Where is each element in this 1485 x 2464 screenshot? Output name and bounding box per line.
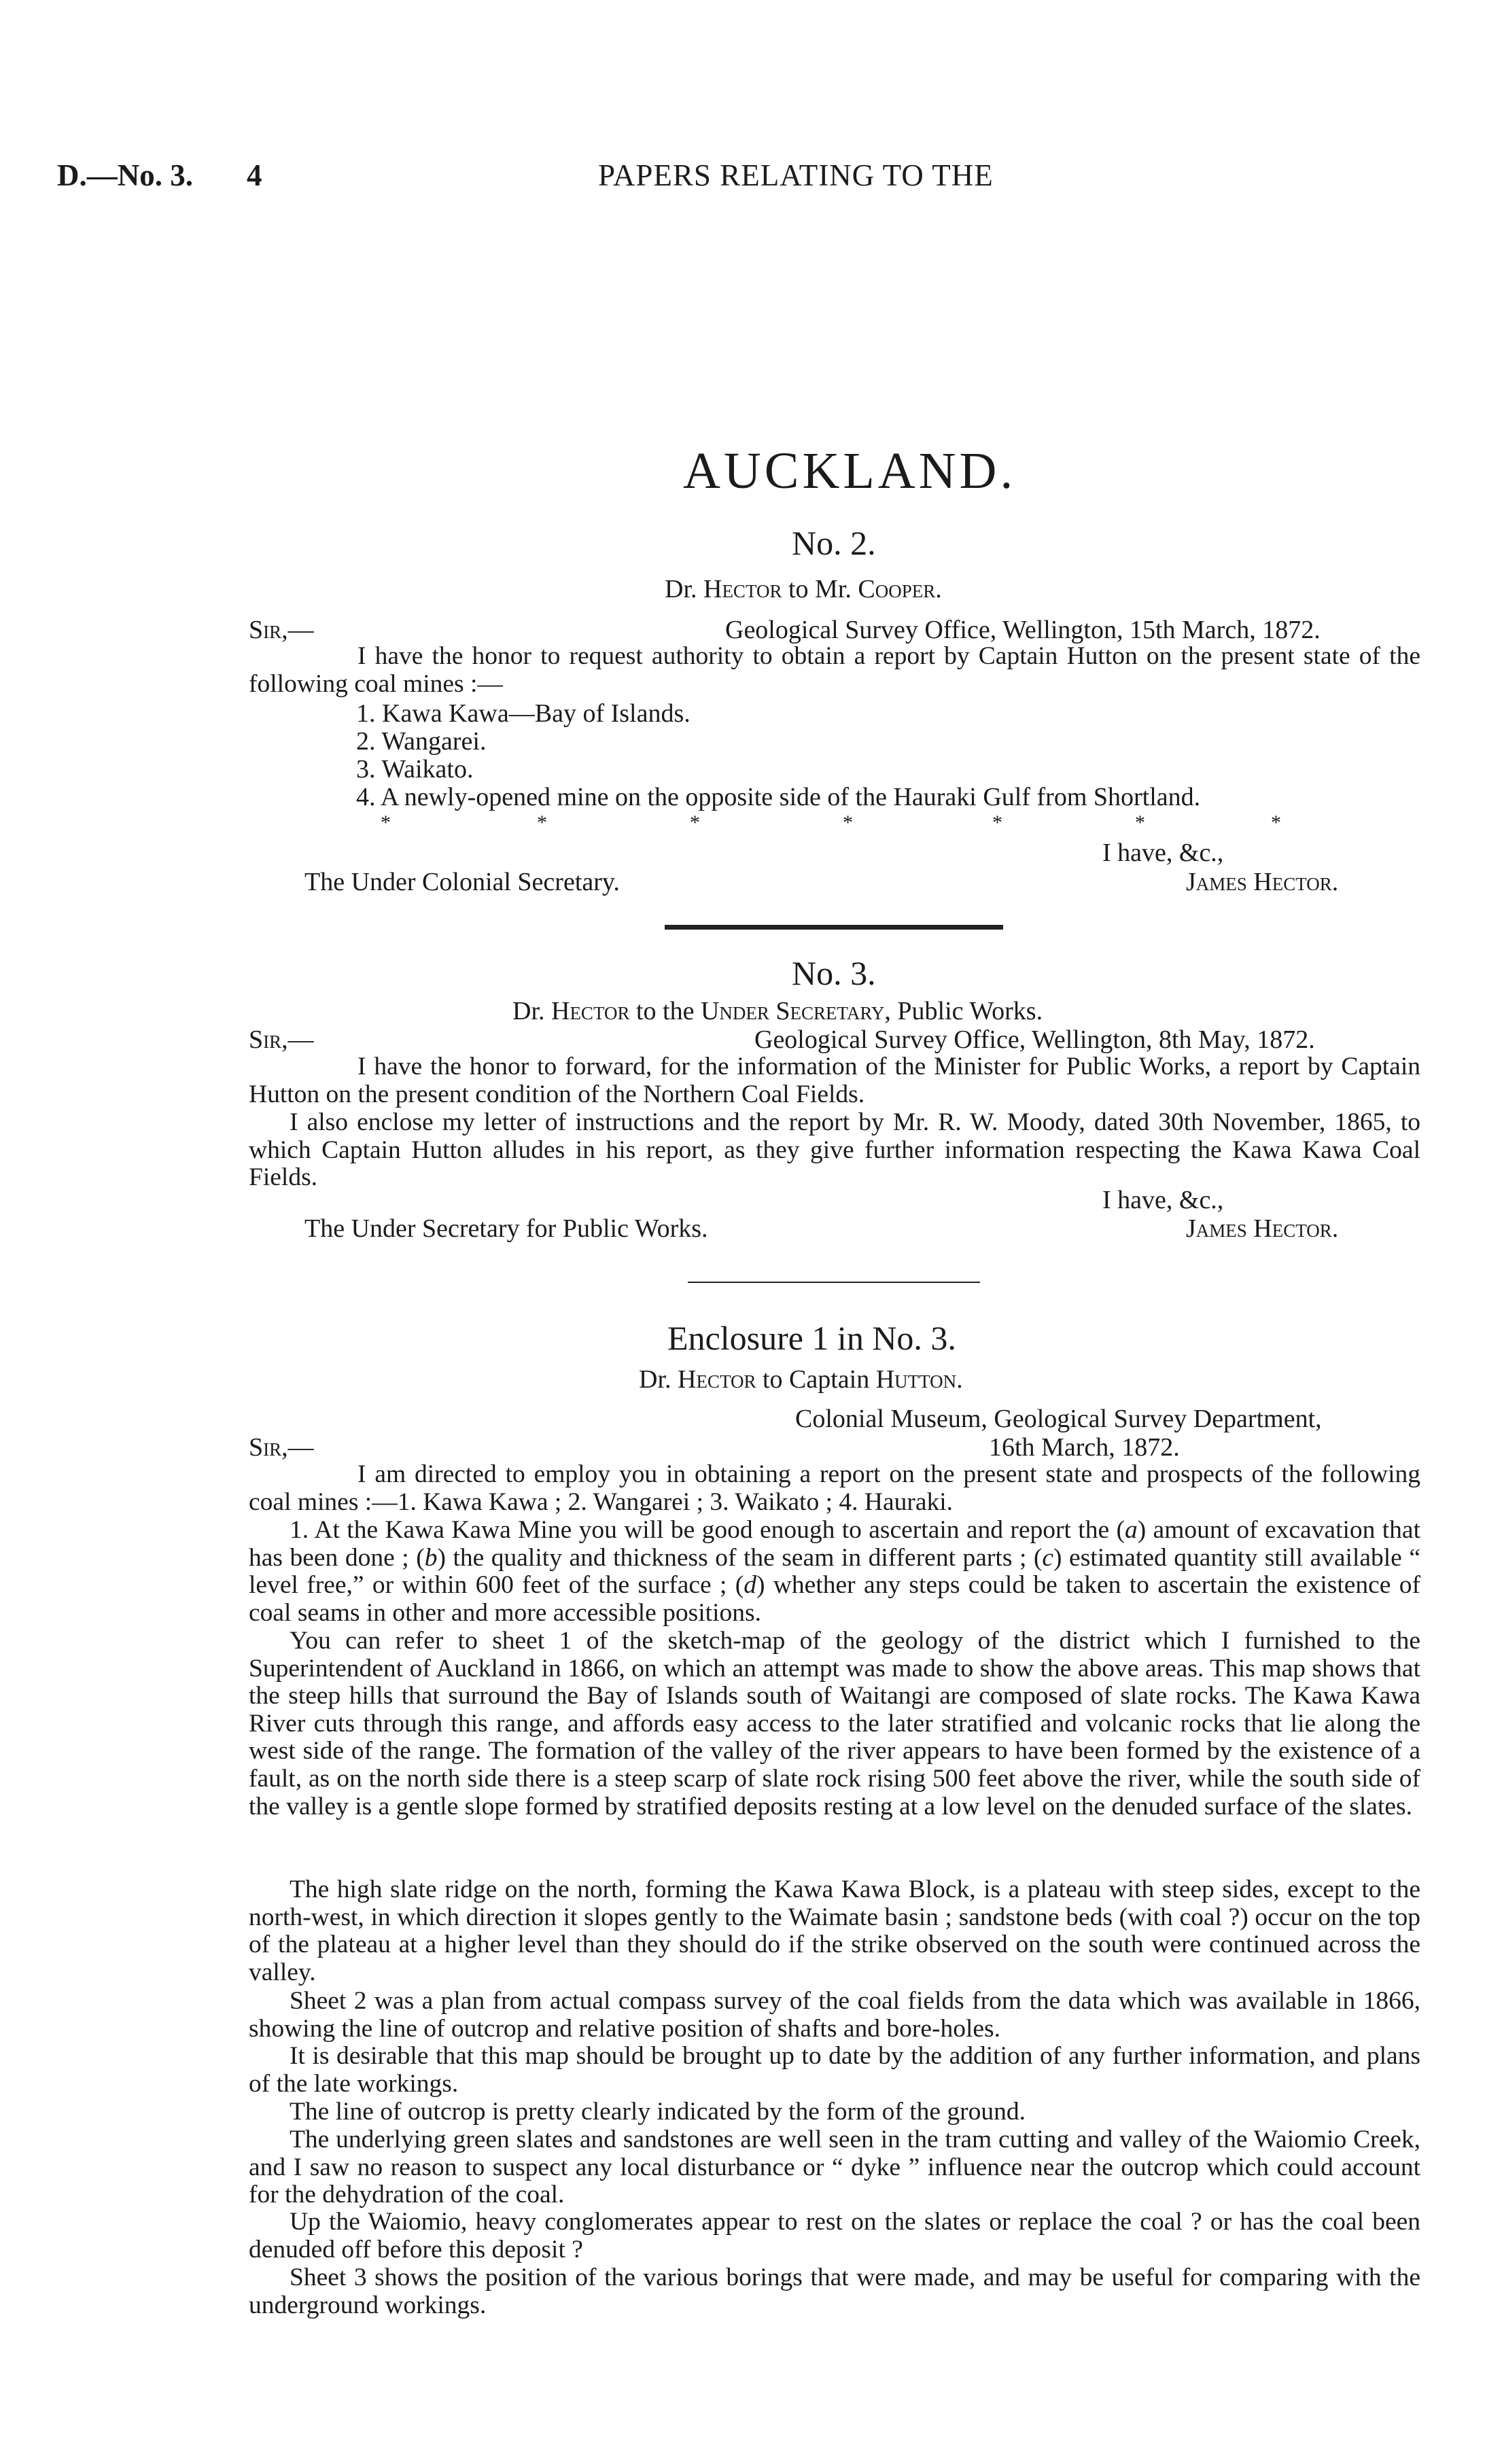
list-item: 1. Kawa Kawa—Bay of Islands. (356, 699, 691, 728)
enclosure-salutation: Sir,— (249, 1433, 314, 1462)
doc2-to-name: Cooper. (858, 575, 942, 603)
doc3-address: Geological Survey Office, Wellington, 8th May, 1872. (754, 1025, 1315, 1054)
section-divider (665, 925, 1003, 930)
enclosure-paragraph-3: The high slate ridge on the north, forming the Kawa Kawa Block, is a plateau with steep sides, except to the north-west, in which direction it slopes gently to the Waimate basin ; sandstone beds (with coal ?) occur on the top of the plateau at a higher level than they should do if the strike observed on the south were continued across the valley. (249, 1876, 1420, 1986)
document-series: D.—No. 3. (57, 158, 193, 192)
enclosure-paragraph-8: Up the Waiomio, heavy conglomerates appear to rest on the slates or replace the coal ? or has the coal been denuded off before this deposit ? (249, 2208, 1420, 2264)
doc2-byline: Dr. Hector to Mr. Cooper. (665, 575, 942, 603)
enclosure-paragraph-9: Sheet 3 shows the position of the various borings that were made, and may be useful for comparing with the underground workings. (249, 2264, 1420, 2319)
enclosure-address-1: Colonial Museum, Geological Survey Department, (795, 1405, 1322, 1433)
doc3-recipient: The Under Secretary for Public Works. (304, 1214, 708, 1243)
running-title: PAPERS RELATING TO THE (598, 158, 994, 192)
doc2-recipient: The Under Colonial Secretary. (304, 868, 620, 896)
doc3-paragraph-1: I have the honor to forward, for the information of the Minister for Public Works, a report by Captain Hutton on the present condition of the Northern Coal Fields. (249, 1053, 1420, 1108)
enclosure-paragraph-4: Sheet 2 was a plan from actual compass survey of the coal fields from the data which was available in 1866, showing the line of outcrop and relative position of shafts and bore-holes. (249, 1987, 1420, 2043)
page-number: 4 (247, 158, 262, 192)
doc2-closing: I have, &c., (1102, 839, 1224, 867)
enclosure-paragraph-2: You can refer to sheet 1 of the sketch-map of the geology of the district which I furnished to the Superintendent of Auckland in 1866, on which an attempt was made to show the above areas. This map shows that the steep hills that surround the Bay of Islands south of Waitangi are composed of slate rocks. The Kawa Kawa River cuts through this range, and affords easy access to the later stratified and volcanic rocks that lie along the west side of the range. The formation of the valley of the river appears to have been formed by the existence of a fault, as on the north side there is a steep scarp of slate rock rising 500 feet above the river, while the south side of the valley is a gentle slope formed by stratified deposits resting at a low level on the denuded surface of the slates. (249, 1627, 1420, 1820)
enclosure-paragraph-1: 1. At the Kawa Kawa Mine you will be good enough to ascertain and report the (a) amount of excavation that has been done ; (b) the quality and thickness of the seam in different parts ; (c) estimated quantity still available “ level free,” or within 600 feet of the surface ; (d) whether any steps could be taken to ascertain the existence of coal seams in other and more accessible positions. (249, 1516, 1421, 1627)
doc3-paragraph-2: I also enclose my letter of instructions and the report by Mr. R. W. Moody, dated 30th November, 1865, to which Captain Hutton alludes in his report, as they give further information respecting the Kawa Kawa Coal Fields. (249, 1108, 1420, 1192)
enclosure-byline: Dr. Hector to Captain Hutton. (639, 1365, 963, 1394)
section-divider (688, 1282, 980, 1283)
enclosure-title: Enclosure 1 in No. 3. (667, 1319, 956, 1357)
doc2-from-name: Hector (703, 575, 782, 603)
doc2-signature: James Hector. (1186, 868, 1339, 896)
doc3-number: No. 3. (792, 954, 876, 992)
doc2-paragraph: I have the honor to request authority to obtain a report by Captain Hutton on the present state of the following coal mines :— (249, 642, 1420, 698)
enclosure-intro: I am directed to employ you in obtaining a report on the present state and prospects of the following coal mines :—1. Kawa Kawa ; 2. Wangarei ; 3. Waikato ; 4. Hauraki. (249, 1460, 1420, 1516)
enclosure-paragraph-5: It is desirable that this map should be brought up to date by the addition of any further information, and plans of the late workings. (249, 2042, 1420, 2098)
enclosure-address-2: 16th March, 1872. (989, 1433, 1180, 1462)
list-item: 3. Waikato. (356, 755, 474, 784)
enclosure-paragraph-6: The line of outcrop is pretty clearly indicated by the form of the ground. (290, 2098, 1026, 2126)
doc3-salutation: Sir,— (249, 1025, 314, 1054)
doc3-signature: James Hector. (1186, 1214, 1339, 1243)
doc2-salutation: Sir,— (249, 616, 314, 644)
list-item: 4. A newly-opened mine on the opposite side of the Hauraki Gulf from Shortland. (356, 783, 1201, 811)
doc2-number: No. 2. (792, 524, 876, 562)
doc3-closing: I have, &c., (1102, 1186, 1224, 1214)
enclosure-paragraph-7: The underlying green slates and sandstones are well seen in the tram cutting and valley of the Waiomio Creek, and I saw no reason to suspect any local disturbance or “ dyke ” influence near the outcrop which could account for the dehydration of the coal. (249, 2126, 1420, 2209)
section-heading: AUCKLAND. (683, 442, 1017, 499)
doc2-mine-list (356, 700, 1200, 811)
doc2-address: Geological Survey Office, Wellington, 15th March, 1872. (725, 616, 1321, 644)
doc3-byline: Dr. Hector to the Under Secretary, Public Works. (512, 997, 1043, 1025)
list-item: 2. Wangarei. (356, 727, 487, 756)
